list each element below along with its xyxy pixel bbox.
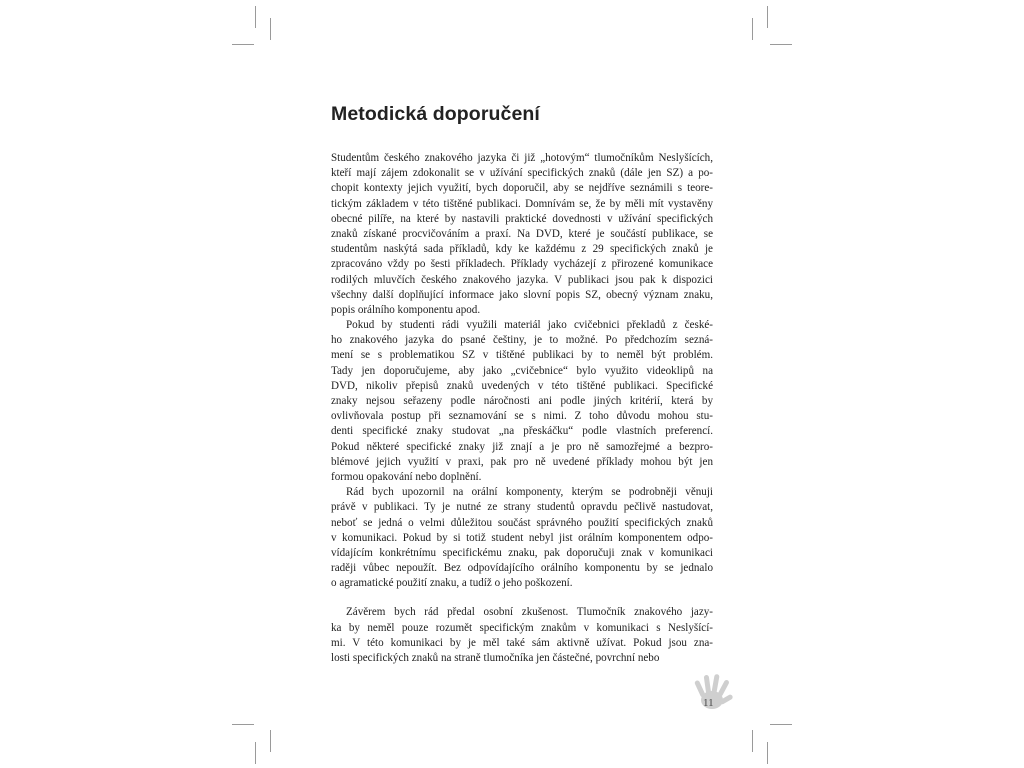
text-line: Závěrem bych rád předal osobní zkušenost. Tlumočník znakového jazy- (346, 606, 713, 619)
text-line: rodilých mluvčích českého znakového jazyka. V publikaci jsou pak k dispozici (331, 273, 713, 286)
text-line: Pokud by studenti rádi využili materiál jako cvičebnici překladů z české- (346, 319, 713, 332)
crop-mark (752, 18, 753, 40)
crop-mark (767, 742, 768, 764)
crop-mark (270, 18, 271, 40)
paragraph (331, 151, 713, 318)
text-line: DVD, nikoliv přepisů znaků uvedených v této tištěné publikaci. Specifické (331, 379, 713, 392)
page-number: 11 (703, 697, 714, 709)
paragraph-gap (331, 591, 713, 605)
text-line: popis orálního komponentu apod. (331, 303, 481, 316)
text-line: blémové jejich využití v praxi, pak pro ně uvedené příklady mohou být jen (331, 455, 713, 468)
text-line: všechny další doplňující informace jako slovní popis SZ, obecný význam znaku, (331, 288, 713, 301)
crop-mark (255, 742, 256, 764)
text-line: obecné pilíře, na které by nastavili praktické dovednosti v užívání specifických (331, 212, 713, 225)
text-line: ovlivňovala postup při seznamování se s nimi. Z toho důvodu mohou stu- (331, 410, 713, 423)
text-line: vídajícím konkrétnímu specifickému znaku, pak doporučuji znak v komunikaci (331, 546, 713, 559)
text-line: ho znakového jazyka do psané češtiny, je to možné. Po předchozím sezná- (331, 334, 713, 347)
crop-mark (232, 724, 254, 725)
body-text (331, 151, 713, 666)
text-line: znaky nejsou seřazeny podle náročnosti ani podle jiných kritérií, která by (331, 395, 713, 407)
text-line: Tady jen doporučujeme, aby jako „cvičebnice“ bylo využito videoklipů na (331, 364, 713, 377)
text-line: zpracováno vždy po šesti příkladech. Příklady vycházejí z přirozené komunikace (331, 258, 713, 271)
paragraph (331, 605, 713, 666)
crop-mark (770, 724, 792, 725)
crop-mark (232, 44, 254, 45)
text-line: raději vůbec nepoužít. Bez odpovídajícího orálního komponentu by se jednalo (331, 562, 713, 575)
text-line: denti specifické znaky studovat „na přeskáčku“ podle vlastních preferencí. (331, 425, 713, 438)
text-line: losti specifických znaků na straně tlumočníka jen částečné, povrchní nebo (331, 652, 660, 664)
paragraph (331, 318, 713, 485)
hand-icon (690, 670, 738, 718)
text-line: znaků získané procvičováním a praxí. Na DVD, které je součástí publikace, se (331, 227, 713, 240)
crop-mark (767, 6, 768, 28)
text-line: studentům naskýtá sada příkladů, kdy ke každému z 29 specifických znaků je (331, 243, 713, 256)
text-line: kteří mají zájem zdokonalit se v užívání specifických znaků (dále jen SZ) a po- (331, 167, 713, 180)
text-line: v komunikaci. Pokud by si totiž student nebyl jist orálním komponentem odpo- (331, 531, 713, 544)
text-line: tickým základem v této tištěné publikaci. Domnívám se, že by měli mít vystavěny (331, 197, 713, 210)
text-line: Rád bych upozornil na orální komponenty, kterým se podrobněji věnuji (346, 486, 713, 499)
text-line: mi. V této komunikaci by je měl také sám aktivně užívat. Pokud jsou zna- (331, 636, 713, 649)
text-line: mení se s problematikou SZ v tištěné publikaci by to neměl být problém. (331, 349, 713, 362)
text-line: Studentům českého znakového jazyka či již „hotovým“ tlumočníkům Neslyšících, (331, 152, 713, 164)
text-line: o agramatické použití znaku, a tudíž o jeho poškození. (331, 577, 573, 590)
text-line: formou opakování nebo doplnění. (331, 470, 482, 483)
crop-mark (770, 44, 792, 45)
text-line: Pokud některé specifické znaky již znají a je pro ně samozřejmé a bezpro- (331, 440, 713, 453)
text-line: neboť se jedná o velmi důležitou součást správného použití specifických znaků (331, 516, 713, 529)
crop-mark (270, 730, 271, 752)
text-line: chopit kontexty jejich využití, bych doporučil, aby se nejdříve seznámili s teore- (331, 182, 713, 195)
text-line: právě v publikaci. Ty je nutné ze strany studentů opravdu pečlivě nastudovat, (331, 501, 713, 514)
text-line: ka by neměl pouze rozumět specifickým znakům v komunikaci s Neslyšící- (331, 621, 713, 634)
crop-mark (752, 730, 753, 752)
crop-mark (255, 6, 256, 28)
paragraph (331, 485, 713, 591)
page-title: Metodická doporučení (331, 103, 540, 125)
